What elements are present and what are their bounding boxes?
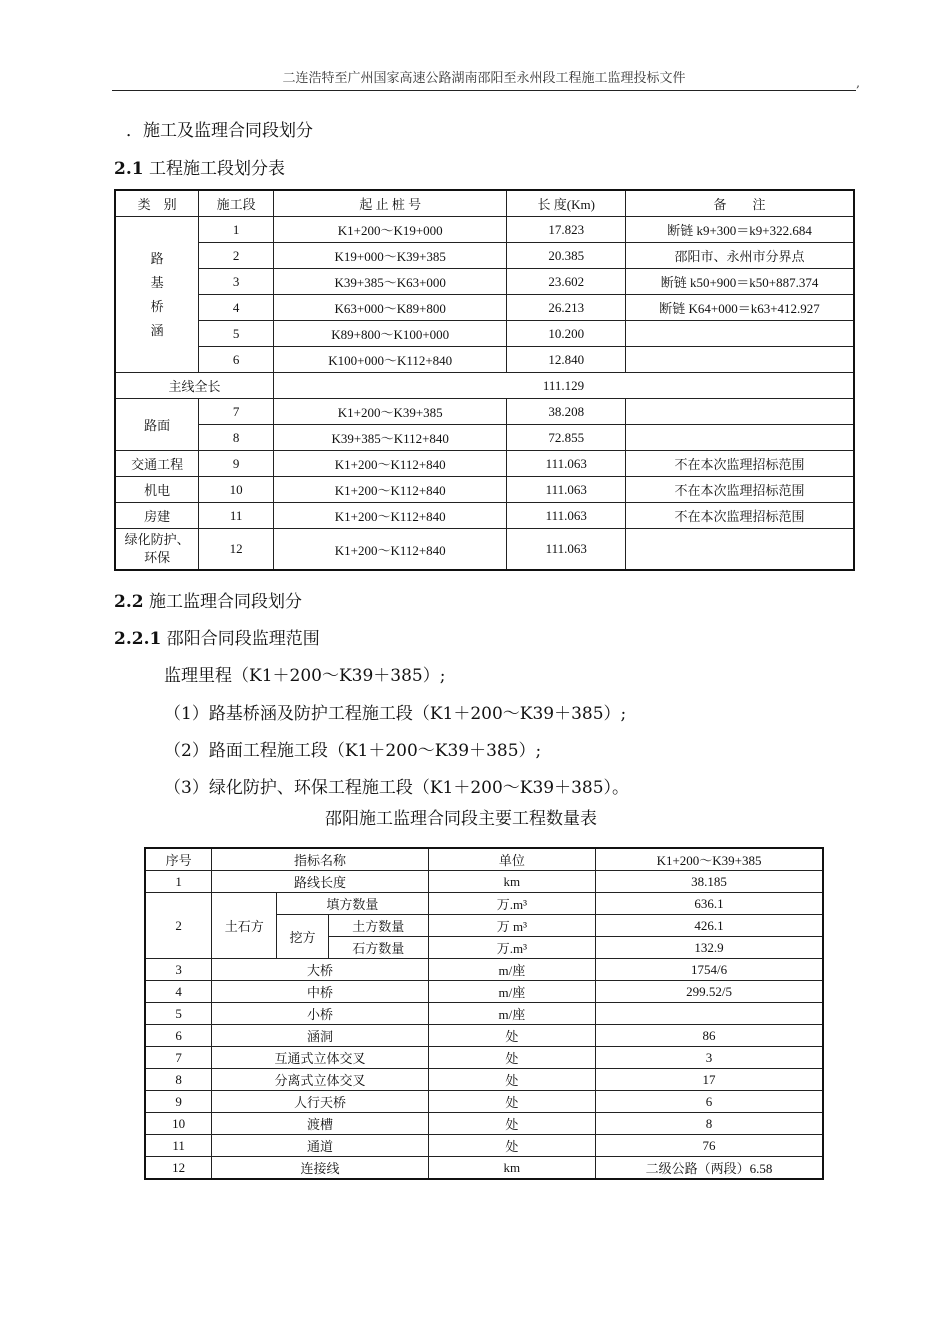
note-cell: 邵阳市、永州市分界点	[626, 243, 854, 269]
note-cell	[626, 399, 854, 425]
number-cell: 10	[145, 1113, 212, 1135]
header-cell: K1+200～K39+385	[596, 848, 823, 871]
header-cell: 单位	[428, 848, 595, 871]
name-cell: 连接线	[212, 1157, 428, 1180]
header-tick: ,	[856, 76, 860, 90]
table-row	[115, 243, 854, 269]
name-cell: 填方数量	[277, 893, 429, 915]
value-cell: 8	[596, 1113, 823, 1135]
unit-cell: m/座	[428, 959, 595, 981]
table-row	[145, 871, 823, 893]
page-header	[112, 70, 860, 91]
value-cell: 17	[596, 1069, 823, 1091]
length-cell: 111.063	[507, 529, 626, 571]
number-cell: 5	[145, 1003, 212, 1025]
value-cell: 6	[596, 1091, 823, 1113]
value-cell: 76	[596, 1135, 823, 1157]
mainline-label: 主线全长	[115, 373, 274, 399]
category-pavement: 路面	[115, 399, 199, 451]
table-row	[115, 503, 854, 529]
unit-cell: 万 m³	[428, 915, 595, 937]
range-cell: K1+200～K19+000	[274, 217, 507, 243]
scope-item-1: （1）路基桥涵及防护工程施工段（K1＋200～K39＋385）;	[164, 704, 627, 724]
unit-cell: m/座	[428, 1003, 595, 1025]
unit-cell: 万.m³	[428, 893, 595, 915]
number-cell: 7	[145, 1047, 212, 1069]
range-cell: K100+000～K112+840	[274, 347, 507, 373]
category-char: 基	[150, 274, 164, 290]
value-cell: 3	[596, 1047, 823, 1069]
name-cell: 人行天桥	[212, 1091, 428, 1113]
table-row	[115, 399, 854, 425]
table-row	[115, 451, 854, 477]
supervision-scope: 监理里程（K1＋200～K39＋385）;	[164, 666, 446, 686]
segment-cell: 12	[199, 529, 274, 571]
length-cell: 10.200	[507, 321, 626, 347]
segment-cell: 8	[199, 425, 274, 451]
category-char: 桥	[150, 298, 164, 314]
note-cell: 断链 k9+300＝k9+322.684	[626, 217, 854, 243]
table-header-row	[145, 848, 823, 871]
category-char: 路	[150, 250, 164, 266]
name-cell: 路线长度	[212, 871, 428, 893]
group-cell: 土石方	[212, 893, 277, 959]
table-row	[115, 347, 854, 373]
table-row	[145, 1157, 823, 1180]
section-title: 施工监理合同段划分	[148, 592, 302, 612]
length-cell: 26.213	[507, 295, 626, 321]
length-cell: 72.855	[507, 425, 626, 451]
section-number: 2.2.1	[114, 629, 162, 649]
header-cell: 施工段	[199, 190, 274, 217]
number-cell: 2	[145, 893, 212, 959]
name-cell: 渡槽	[212, 1113, 428, 1135]
scope-item-2: （2）路面工程施工段（K1＋200～K39＋385）;	[164, 741, 542, 761]
table-row	[115, 269, 854, 295]
number-cell: 6	[145, 1025, 212, 1047]
unit-cell: 处	[428, 1025, 595, 1047]
mainline-row	[115, 373, 854, 399]
header-cell: 类 别	[115, 190, 199, 217]
table-row	[115, 217, 854, 243]
note-cell	[626, 529, 854, 571]
segment-cell: 9	[199, 451, 274, 477]
number-cell: 11	[145, 1135, 212, 1157]
name-cell: 大桥	[212, 959, 428, 981]
length-cell: 23.602	[507, 269, 626, 295]
note-cell: 不在本次监理招标范围	[626, 451, 854, 477]
segment-cell: 11	[199, 503, 274, 529]
range-cell: K89+800～K100+000	[274, 321, 507, 347]
segment-cell: 1	[199, 217, 274, 243]
table-row	[145, 1069, 823, 1091]
value-cell: 636.1	[596, 893, 823, 915]
section-title: 邵阳合同段监理范围	[166, 629, 320, 649]
number-cell: 8	[145, 1069, 212, 1091]
name-cell: 石方数量	[328, 937, 428, 959]
name-cell: 小桥	[212, 1003, 428, 1025]
table-row	[145, 1003, 823, 1025]
name-cell: 互通式立体交叉	[212, 1047, 428, 1069]
category-line: 绿化防护、	[124, 532, 190, 547]
segment-cell: 4	[199, 295, 274, 321]
unit-cell: m/座	[428, 981, 595, 1003]
number-cell: 4	[145, 981, 212, 1003]
length-cell: 20.385	[507, 243, 626, 269]
section-2-2-heading	[114, 591, 302, 613]
number-cell: 9	[145, 1091, 212, 1113]
value-cell	[596, 1003, 823, 1025]
range-cell: K39+385～K112+840	[274, 425, 507, 451]
range-cell: K1+200～K112+840	[274, 477, 507, 503]
scope-item-3: （3）绿化防护、环保工程施工段（K1＋200～K39＋385）。	[164, 778, 630, 798]
name-cell: 通道	[212, 1135, 428, 1157]
header-cell: 备 注	[626, 190, 854, 217]
name-cell: 土方数量	[328, 915, 428, 937]
value-cell: 426.1	[596, 915, 823, 937]
range-cell: K1+200～K112+840	[274, 503, 507, 529]
table-row	[145, 1091, 823, 1113]
table-row	[145, 959, 823, 981]
value-cell: 299.52/5	[596, 981, 823, 1003]
number-cell: 1	[145, 871, 212, 893]
name-cell: 涵洞	[212, 1025, 428, 1047]
range-cell: K1+200～K112+840	[274, 529, 507, 571]
table2-title: 邵阳施工监理合同段主要工程数量表	[325, 809, 597, 829]
category-cell: 房建	[115, 503, 199, 529]
value-cell: 二级公路（两段）6.58	[596, 1157, 823, 1180]
value-cell: 1754/6	[596, 959, 823, 981]
header-title: 二连浩特至广州国家高速公路湖南邵阳至永州段工程施工监理投标文件	[282, 71, 686, 86]
header-cell: 长 度(Km)	[507, 190, 626, 217]
note-cell: 断链 k50+900＝k50+887.374	[626, 269, 854, 295]
unit-cell: 处	[428, 1135, 595, 1157]
length-cell: 111.063	[507, 503, 626, 529]
name-cell: 分离式立体交叉	[212, 1069, 428, 1091]
value-cell: 38.185	[596, 871, 823, 893]
unit-cell: km	[428, 1157, 595, 1180]
segment-cell: 6	[199, 347, 274, 373]
range-cell: K1+200～K39+385	[274, 399, 507, 425]
unit-cell: 处	[428, 1113, 595, 1135]
table-row	[145, 981, 823, 1003]
length-cell: 111.063	[507, 451, 626, 477]
length-cell: 17.823	[507, 217, 626, 243]
name-cell: 中桥	[212, 981, 428, 1003]
table-row	[115, 529, 854, 571]
value-cell: 86	[596, 1025, 823, 1047]
segment-cell: 3	[199, 269, 274, 295]
header-cell: 起 止 桩 号	[274, 190, 507, 217]
unit-cell: km	[428, 871, 595, 893]
segment-cell: 7	[199, 399, 274, 425]
table-row	[145, 1135, 823, 1157]
table-row	[115, 477, 854, 503]
quantity-table	[144, 847, 824, 1180]
section-number: 2.1	[114, 159, 144, 179]
note-cell	[626, 425, 854, 451]
value-cell: 132.9	[596, 937, 823, 959]
table-row	[115, 425, 854, 451]
number-cell: 12	[145, 1157, 212, 1180]
length-cell: 38.208	[507, 399, 626, 425]
category-char: 涵	[150, 322, 164, 338]
section-heading: ．施工及监理合同段划分	[126, 121, 313, 141]
segment-cell: 10	[199, 477, 274, 503]
range-cell: K1+200～K112+840	[274, 451, 507, 477]
table-row	[115, 295, 854, 321]
header-cell: 序号	[145, 848, 212, 871]
unit-cell: 处	[428, 1069, 595, 1091]
length-cell: 111.063	[507, 477, 626, 503]
note-cell: 断链 K64+000＝k63+412.927	[626, 295, 854, 321]
unit-cell: 万.m³	[428, 937, 595, 959]
note-cell	[626, 347, 854, 373]
segment-cell: 5	[199, 321, 274, 347]
section-number: 2.2	[114, 592, 144, 612]
category-roadbed	[115, 217, 199, 373]
unit-cell: 处	[428, 1047, 595, 1069]
section-2-2-1-heading	[114, 628, 320, 650]
range-cell: K19+000～K39+385	[274, 243, 507, 269]
header-cell: 指标名称	[212, 848, 428, 871]
table-row	[145, 893, 823, 915]
section-2-1-heading	[114, 158, 285, 180]
note-cell: 不在本次监理招标范围	[626, 477, 854, 503]
mainline-value: 111.129	[274, 373, 854, 399]
table-header-row	[115, 190, 854, 217]
range-cell: K39+385～K63+000	[274, 269, 507, 295]
subgroup-cell: 挖方	[277, 915, 329, 959]
unit-cell: 处	[428, 1091, 595, 1113]
table-row	[145, 1113, 823, 1135]
length-cell: 12.840	[507, 347, 626, 373]
number-cell: 3	[145, 959, 212, 981]
category-green	[115, 529, 199, 571]
table-row	[145, 1025, 823, 1047]
range-cell: K63+000～K89+800	[274, 295, 507, 321]
table-row	[115, 321, 854, 347]
segment-cell: 2	[199, 243, 274, 269]
table-row	[145, 1047, 823, 1069]
category-cell: 交通工程	[115, 451, 199, 477]
construction-section-table	[114, 189, 855, 571]
section-title: 工程施工段划分表	[148, 159, 285, 179]
category-cell: 机电	[115, 477, 199, 503]
note-cell: 不在本次监理招标范围	[626, 503, 854, 529]
note-cell	[626, 321, 854, 347]
category-line: 环保	[144, 550, 171, 565]
